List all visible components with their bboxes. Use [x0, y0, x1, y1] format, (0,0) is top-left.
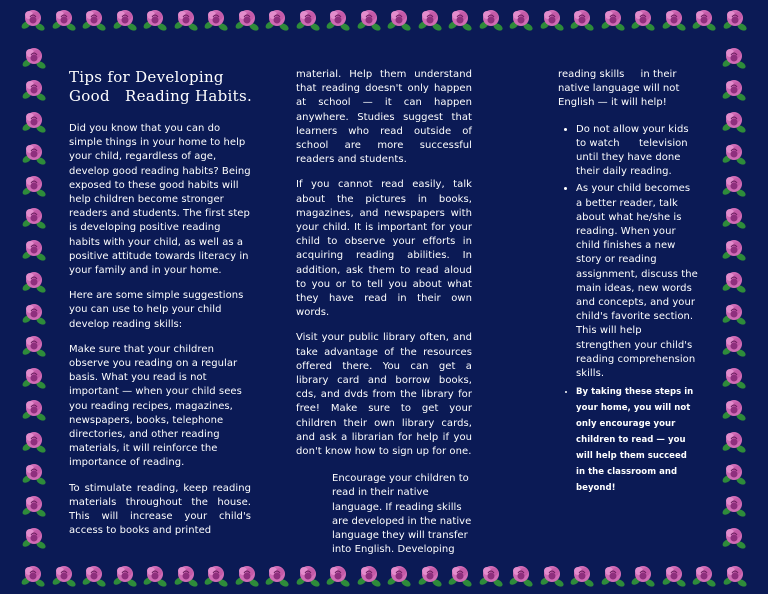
rose-icon	[49, 560, 79, 590]
rose-icon	[232, 560, 262, 590]
title-line-2: Good Reading Habits.	[69, 87, 253, 105]
rose-icon	[719, 202, 749, 232]
rose-icon	[719, 106, 749, 136]
rose-icon	[415, 4, 445, 34]
rose-icon	[506, 4, 536, 34]
rose-icon	[19, 42, 49, 72]
suggestions-intro: Here are some simple suggestions you can use to help your child develop reading skills:	[69, 290, 244, 330]
rose-icon	[262, 560, 292, 590]
rose-icon	[19, 490, 49, 520]
column-1	[69, 68, 251, 549]
rose-icon	[19, 394, 49, 424]
rose-icon	[140, 4, 170, 34]
tip-reading-anywhere: material. Help them understand that reading doesn't only happen at school — it can happen anywhere. Studies suggest that learners who read outside of school are more successful readers and students.	[296, 69, 472, 166]
rose-icon	[719, 74, 749, 104]
left-border	[15, 38, 53, 556]
rose-icon	[719, 138, 749, 168]
rose-icon	[19, 138, 49, 168]
rose-icon	[719, 522, 749, 552]
rose-icon	[19, 74, 49, 104]
rose-icon	[19, 298, 49, 328]
list-item: • Do not allow your kids to watch television until they have done their daily reading.	[576, 123, 698, 180]
tips-list	[558, 123, 698, 497]
rose-icon	[19, 106, 49, 136]
rose-icon	[537, 560, 567, 590]
rose-icon	[79, 560, 109, 590]
rose-icon	[19, 330, 49, 360]
rose-icon	[201, 4, 231, 34]
list-item: • By taking these steps in your home, you will not only encourage your children to read — you will help them succeed in the classroom and beyond!	[576, 384, 698, 496]
column-2	[296, 68, 472, 569]
tip-library: Visit your public library often, and take advantage of the resources offered there. You can get a library card and borrow books, cds, and dvds from the library for free! Make sure to get your children their own library cards, and ask a librarian for help if you don't know how to sign up for one.	[296, 332, 472, 458]
rose-icon	[476, 4, 506, 34]
native-language-continued: reading skills in their native language will not English — it will help!	[558, 69, 683, 109]
rose-icon	[719, 394, 749, 424]
rose-icon	[19, 266, 49, 296]
rose-icon	[232, 4, 262, 34]
rose-icon	[719, 298, 749, 328]
rose-icon	[537, 4, 567, 34]
rose-icon	[49, 4, 79, 34]
rose-icon	[628, 560, 658, 590]
rose-icon	[689, 560, 719, 590]
top-border	[0, 0, 768, 38]
right-border	[715, 38, 753, 556]
title-line-1: Tips for Developing	[69, 68, 224, 86]
rose-icon	[19, 234, 49, 264]
rose-icon	[567, 4, 597, 34]
rose-icon	[19, 426, 49, 456]
rose-icon	[19, 202, 49, 232]
rose-icon	[719, 266, 749, 296]
list-item: • As your child becomes a better reader, talk about what he/she is reading. When your child finishes a new story or reading assignment, discuss the main ideas, new words and concepts, and your child's favorite section. This will help strengthen your child's reading comprehension skills.	[576, 182, 698, 381]
rose-icon	[171, 4, 201, 34]
rose-icon	[354, 4, 384, 34]
rose-icon	[110, 4, 140, 34]
rose-icon	[598, 560, 628, 590]
rose-icon	[19, 522, 49, 552]
rose-icon	[659, 4, 689, 34]
rose-icon	[689, 4, 719, 34]
rose-icon	[18, 560, 48, 590]
rose-icon	[719, 362, 749, 392]
rose-icon	[719, 426, 749, 456]
rose-icon	[719, 330, 749, 360]
tip-native-language: Encourage your children to read in their native language. If reading skills are developed in the native language they will transfer into English. Developing	[332, 473, 472, 556]
rose-icon	[719, 42, 749, 72]
rose-icon	[720, 4, 750, 34]
rose-icon	[293, 4, 323, 34]
tip-observe-reading: Make sure that your children observe you reading on a regular basis. What you read is not important — when your child sees you reading recipes, magazines, newspapers, books, telephone directories, and other reading materials, it will reinforce the importance of reading.	[69, 343, 242, 469]
column-3	[558, 68, 698, 499]
rose-icon	[201, 560, 231, 590]
rose-icon	[384, 4, 414, 34]
tip-talk-pictures: If you cannot read easily, talk about the pictures in books, magazines, and newspapers with your child. It is important for your child to observe your efforts in acquiring reading abilities. In addition, ask them to read aloud to you or to tell you about what they have read in their own words.	[296, 179, 472, 319]
intro-paragraph: Did you know that you can do simple things in your home to help your child, regardless of age, develop good reading habits? Being exposed to these good habits will help children become stronger readers and students. The first step is developing positive reading habits with your child, as well as a positive attitude towards literacy in your family and in your home.	[69, 123, 251, 277]
rose-icon	[79, 4, 109, 34]
rose-icon	[19, 170, 49, 200]
rose-icon	[110, 560, 140, 590]
tip-reading-materials: To stimulate reading, keep reading materials throughout the house. This will increase your child's access to books and printed	[69, 482, 251, 537]
rose-icon	[262, 4, 292, 34]
rose-icon	[719, 490, 749, 520]
rose-icon	[19, 458, 49, 488]
rose-icon	[719, 458, 749, 488]
page-title	[69, 68, 251, 106]
rose-icon	[18, 4, 48, 34]
rose-icon	[171, 560, 201, 590]
rose-icon	[719, 170, 749, 200]
rose-icon	[598, 4, 628, 34]
rose-icon	[720, 560, 750, 590]
rose-icon	[19, 362, 49, 392]
rose-icon	[659, 560, 689, 590]
rose-icon	[506, 560, 536, 590]
rose-icon	[140, 560, 170, 590]
rose-icon	[567, 560, 597, 590]
rose-icon	[628, 4, 658, 34]
rose-icon	[719, 234, 749, 264]
rose-icon	[476, 560, 506, 590]
rose-icon	[323, 4, 353, 34]
rose-icon	[445, 4, 475, 34]
